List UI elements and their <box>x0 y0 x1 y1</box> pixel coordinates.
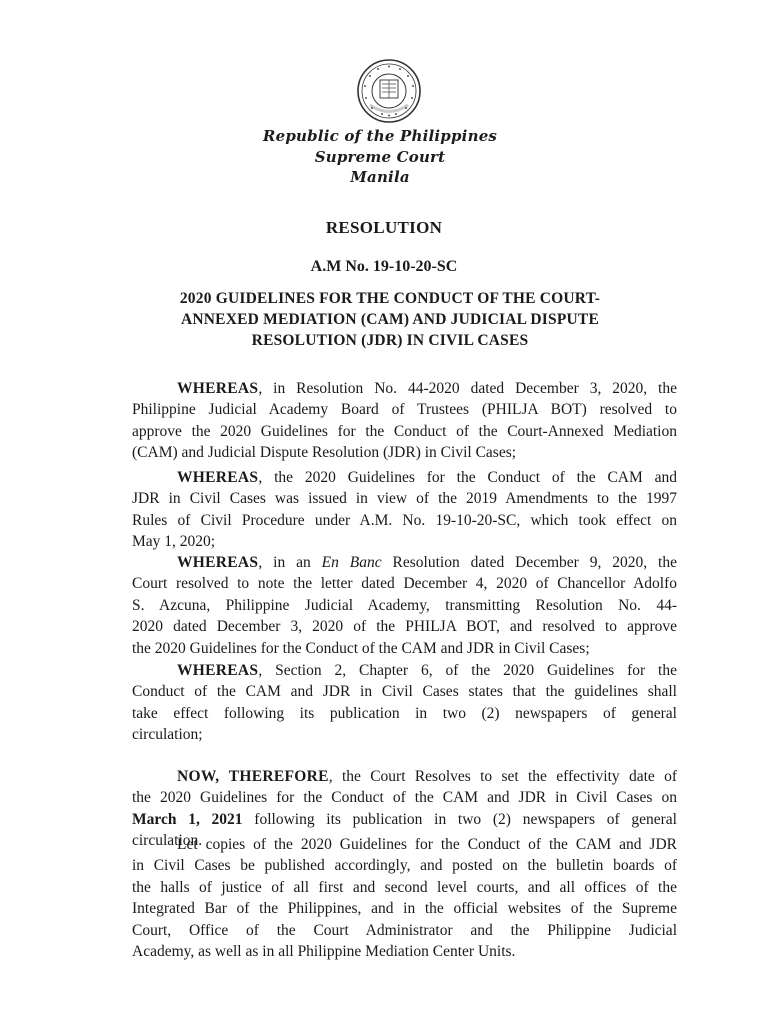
paragraph-line: the halls of justice of all first and second level courts, and all offices of the <box>132 878 677 896</box>
resolution-heading: RESOLUTION <box>325 218 443 237</box>
paragraph-line: S. Azcuna, Philippine Judicial Academy, transmitting Resolution No. 44- <box>132 596 677 614</box>
whereas-keyword: WHEREAS <box>177 380 259 397</box>
paragraph-line: Let copies of the 2020 Guidelines for the Conduct of the CAM and JDR <box>177 836 677 853</box>
paragraph-line <box>132 766 677 787</box>
paragraph-line: Rules of Civil Procedure under A.M. No. 19-10-20-SC, which took effect on <box>132 511 677 529</box>
paragraph-line <box>132 467 677 488</box>
effectivity-date: March 1, 2021 <box>132 810 243 828</box>
whereas-keyword: WHEREAS <box>177 469 259 486</box>
paragraph-line: Philippine Judicial Academy Board of Trustees (PHILJA BOT) resolved to <box>132 401 677 419</box>
title-line: 2020 GUIDELINES FOR THE CONDUCT OF THE COURT- <box>179 290 601 307</box>
resolution-title <box>150 288 630 351</box>
line-text: Resolution dated December 9, 2020, the <box>381 554 677 571</box>
paragraph-line: Court, Office of the Court Administrator and the Philippine Judicial <box>132 921 677 939</box>
paragraph-line: May 1, 2020; <box>132 533 216 551</box>
paragraph-line <box>132 809 677 830</box>
en-banc-italic: En Banc <box>321 554 382 571</box>
whereas-keyword: WHEREAS <box>177 554 259 571</box>
paragraph-whereas-3 <box>132 552 677 659</box>
whereas-keyword: WHEREAS <box>177 662 259 679</box>
paragraph-whereas-2 <box>132 467 677 553</box>
title-line: RESOLUTION (JDR) IN CIVIL CASES <box>251 332 529 349</box>
title-line: ANNEXED MEDIATION (CAM) AND JUDICIAL DISPUTE <box>181 311 599 328</box>
header-manila: Manila <box>350 168 410 186</box>
paragraph-line: JDR in Civil Cases was issued in view of the 2019 Amendments to the 1997 <box>132 490 677 508</box>
line-text: , Section 2, Chapter 6, of the 2020 Guidelines for the <box>258 662 677 679</box>
paragraph-line: the 2020 Guidelines for the Conduct of the CAM and JDR in Civil Cases on <box>132 789 677 807</box>
line-text: , in Resolution No. 44-2020 dated December 3, 2020, the <box>258 380 677 397</box>
now-therefore-keyword: NOW, THEREFORE <box>177 768 329 785</box>
supreme-court-seal-icon <box>356 58 422 124</box>
paragraph-line <box>132 378 677 399</box>
paragraph-line: take effect following its publication in two (2) newspapers of general <box>132 704 677 722</box>
paragraph-line: (CAM) and Judicial Dispute Resolution (JDR) in Civil Cases; <box>132 444 517 462</box>
paragraph-let-copies <box>132 834 677 962</box>
paragraph-line: in Civil Cases be published accordingly, and posted on the bulletin boards of <box>132 857 677 875</box>
line-text: , the 2020 Guidelines for the Conduct of the CAM and <box>258 469 677 486</box>
paragraph-line <box>132 552 677 573</box>
paragraph-line: Conduct of the CAM and JDR in Civil Cases states that the guidelines shall <box>132 683 677 701</box>
header-supreme-court: Supreme Court <box>314 148 446 166</box>
paragraph-line: circulation; <box>132 726 203 744</box>
am-number: A.M No. 19-10-20-SC <box>310 258 458 275</box>
paragraph-line <box>132 660 677 681</box>
paragraph-line: approve the 2020 Guidelines for the Conduct of the Court-Annexed Mediation <box>132 422 677 440</box>
line-text: , the Court Resolves to set the effectivity date of <box>328 768 677 785</box>
header-republic: Republic of the Philippines <box>262 127 498 145</box>
paragraph-whereas-4 <box>132 660 677 746</box>
line-text: following its publication in two (2) newspapers of general <box>242 810 677 828</box>
paragraph-line: Court resolved to note the letter dated December 4, 2020 of Chancellor Adolfo <box>132 575 677 593</box>
paragraph-line: 2020 dated December 3, 2020 of the PHILJA BOT, and resolved to approve <box>132 618 677 636</box>
paragraph-line: the 2020 Guidelines for the Conduct of the CAM and JDR in Civil Cases; <box>132 639 590 657</box>
paragraph-whereas-1 <box>132 378 677 464</box>
line-text: , in an <box>258 554 322 571</box>
paragraph-line: Academy, as well as in all Philippine Mediation Center Units. <box>132 943 516 961</box>
paragraph-line: Integrated Bar of the Philippines, and in the official websites of the Supreme <box>132 900 677 918</box>
paragraph-line: circulation. <box>132 832 203 850</box>
